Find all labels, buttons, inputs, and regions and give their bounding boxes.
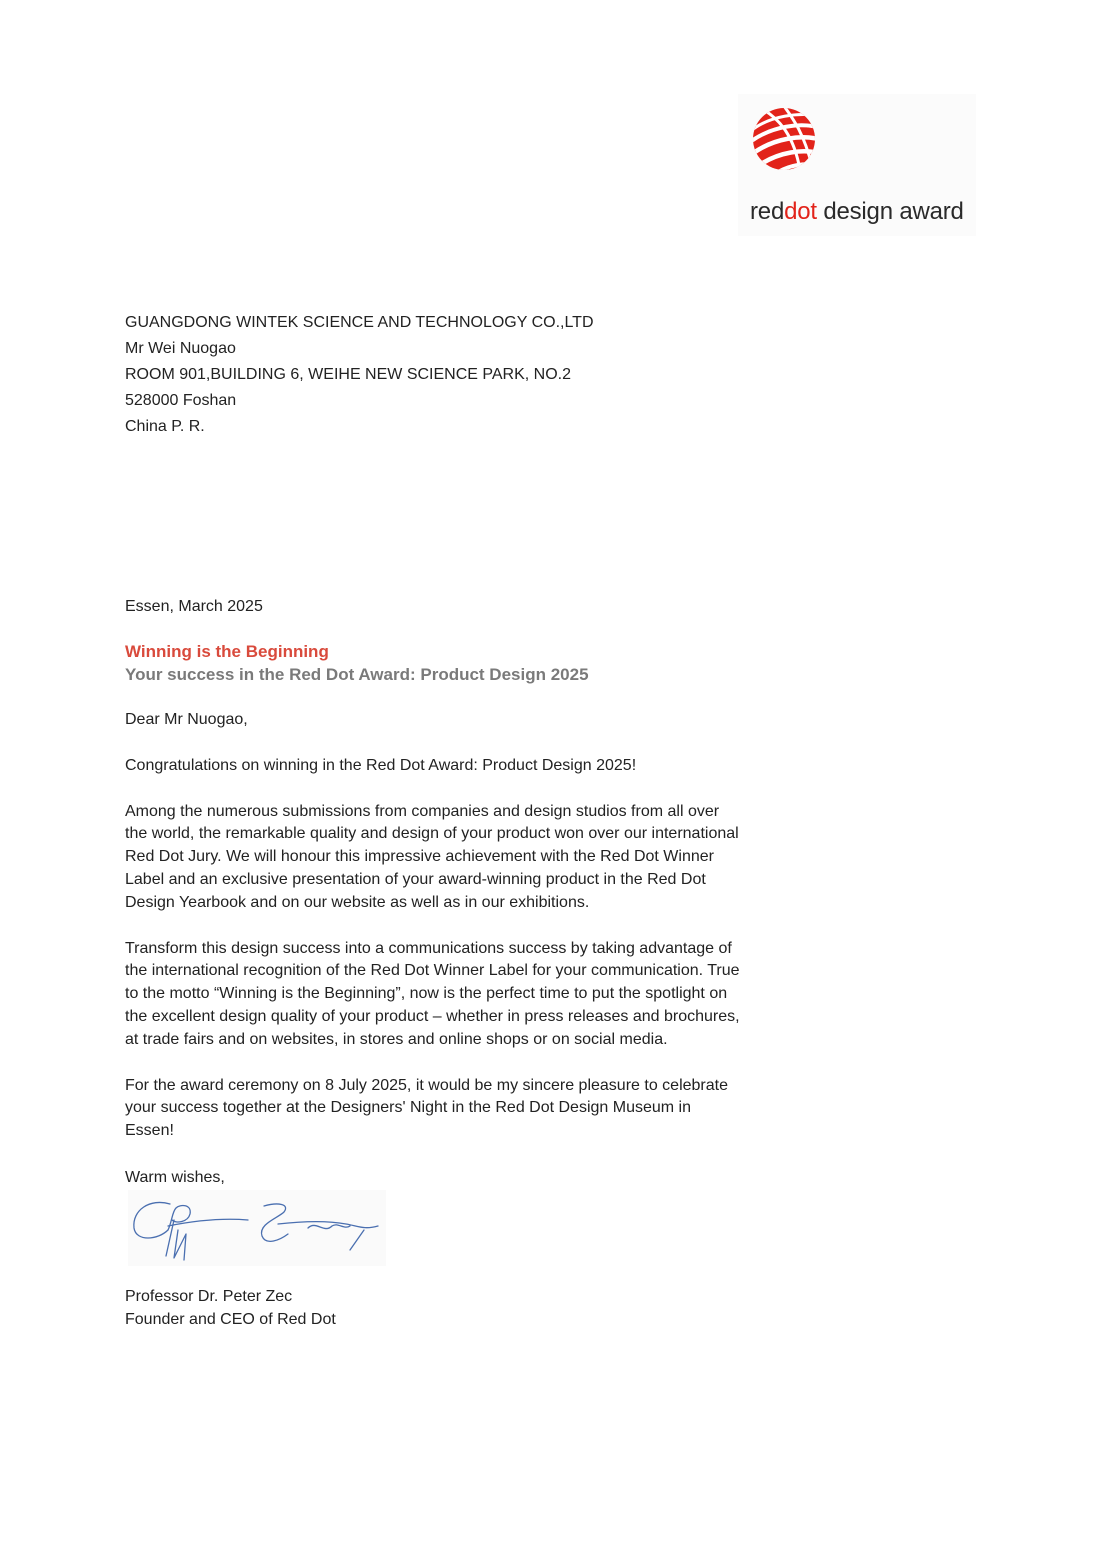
body-paragraph: Transform this design success into a communications success by taking advantage of the international recognition of the Red Dot Winner Label for your communication. True to the motto “Winning is the Beginning”, now is the perfect time to put the spotlight on the excellent design quality of your product – whether in press releases and brochures, at trade fairs and on websites, in stores and online shops or on social media. (125, 939, 740, 1048)
logo-word-red: red (750, 198, 785, 225)
address-recipient: Mr Wei Nuogao (125, 340, 236, 357)
salutation: Dear Mr Nuogao, (125, 711, 248, 728)
address-street: ROOM 901,BUILDING 6, WEIHE NEW SCIENCE PARK, NO.2 (125, 366, 572, 383)
body-paragraph: For the award ceremony on 8 July 2025, it would be my sincere pleasure to celebrate your success together at the Designers' Night in the Red Dot Design Museum in Essen! (125, 1076, 728, 1140)
address-company: GUANGDONG WINTEK SCIENCE AND TECHNOLOGY CO.,LTD (125, 314, 594, 331)
recipient-address (125, 310, 825, 440)
letter-headline (125, 640, 589, 686)
logo-word-dot: dot (784, 198, 817, 225)
body-paragraph: Congratulations on winning in the Red Dot Award: Product Design 2025! (125, 756, 637, 774)
signer-title: Founder and CEO of Red Dot (125, 1311, 336, 1328)
signer-block (125, 1285, 336, 1331)
logo-word-rest: design award (816, 198, 964, 225)
letter-date: Essen, March 2025 (125, 598, 263, 615)
headline-subtitle: Your success in the Red Dot Award: Product Design 2025 (125, 665, 589, 684)
address-country: China P. R. (125, 418, 205, 435)
red-dot-logo (738, 94, 976, 236)
red-dot-sphere-icon (750, 106, 820, 170)
closing: Warm wishes, (125, 1169, 225, 1186)
address-city: 528000 Foshan (125, 392, 237, 409)
handwritten-signature (128, 1190, 386, 1266)
signer-name: Professor Dr. Peter Zec (125, 1288, 293, 1305)
letter-body (125, 709, 743, 1166)
headline-title: Winning is the Beginning (125, 642, 329, 661)
body-paragraph: Among the numerous submissions from companies and design studios from all over the world, the remarkable quality and design of your product won over our international Red Dot Jury. We will honour this impressive achievement with the Red Dot Winner Label and an exclusive presentation of your award-winning product in the Red Dot Design Yearbook and on our website as well as in our exhibitions. (125, 802, 739, 911)
logo-wordmark (750, 198, 964, 226)
